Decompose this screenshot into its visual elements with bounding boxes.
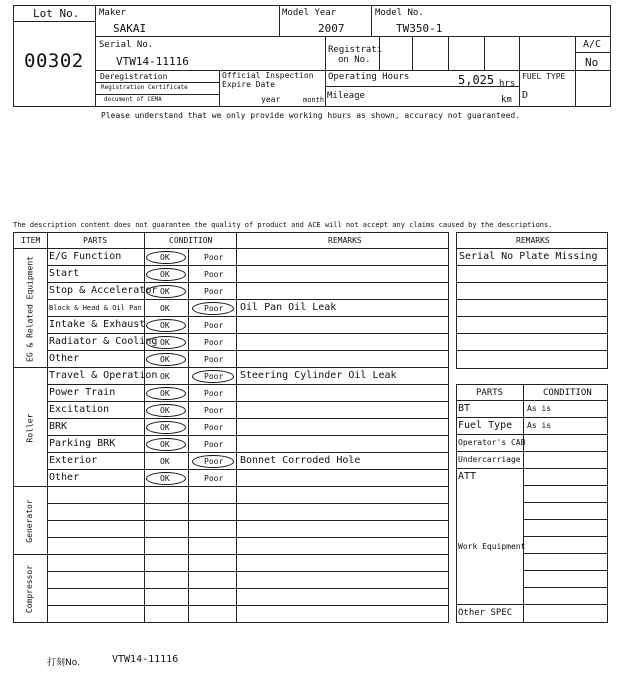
maker-label: Maker (99, 8, 127, 18)
poor-option[interactable]: Poor (204, 372, 224, 381)
ok-option[interactable]: OK (160, 321, 170, 330)
row-line (47, 452, 449, 453)
ok-selected-circle (146, 285, 186, 298)
right-condition-value: As is (527, 404, 552, 413)
poor-option[interactable]: Poor (204, 287, 224, 296)
ok-option[interactable]: OK (160, 253, 170, 262)
poor-option[interactable]: Poor (204, 338, 224, 347)
part-label: Block & Head & Oil Pan (49, 304, 142, 312)
part-label: Other (49, 472, 80, 483)
right-remarks-line (456, 282, 608, 283)
inspection-label-2: Expire Date (222, 80, 275, 89)
group-divider (13, 486, 449, 487)
row-line (47, 418, 449, 419)
row-line (47, 588, 449, 589)
mileage-label: Mileage (327, 91, 365, 101)
poor-option[interactable]: Poor (204, 321, 224, 330)
poor-selected-circle (192, 455, 234, 468)
km-unit: km (501, 95, 512, 105)
ac-value: No (585, 56, 599, 69)
registration-label-2: on No. (338, 55, 371, 65)
right-remarks-line (456, 265, 608, 266)
right-part-label: Fuel Type (458, 420, 513, 431)
serial-label: Serial No. (99, 40, 154, 50)
operating-hours-value: 5,025 (458, 73, 495, 87)
ok-option[interactable]: OK (160, 423, 170, 432)
ok-selected-circle (146, 251, 186, 264)
part-label: Excitation (49, 404, 110, 415)
parts-header: PARTS (83, 236, 108, 245)
right-remarks-line (456, 333, 608, 334)
right-parts-line (456, 468, 608, 469)
ok-selected-circle (146, 268, 186, 281)
row-line (47, 384, 449, 385)
lot-label: Lot No. (33, 7, 80, 20)
ok-option[interactable]: OK (160, 457, 170, 466)
right-part-label: Undercarriage (458, 455, 521, 464)
ok-option[interactable]: OK (160, 287, 170, 296)
right-remark-text: Serial No Plate Missing (459, 251, 598, 262)
model-year-value: 2007 (318, 22, 345, 35)
right-parts-line (456, 434, 608, 435)
registration-label-1: Registrati (328, 45, 383, 55)
other-spec-label: Other SPEC (458, 608, 513, 618)
work-equipment-label: Work Equipment (458, 542, 526, 551)
ok-option[interactable]: OK (160, 440, 170, 449)
right-condition-line (523, 587, 608, 588)
right-condition-line (523, 485, 608, 486)
disclaimer: The description content does not guarantee the quality of product and ACE will not accept any claims caused by the descriptions. (13, 221, 553, 229)
right-condition-line (523, 553, 608, 554)
row-line (47, 265, 449, 266)
part-label: E/G Function (49, 251, 122, 262)
right-remarks-line (456, 299, 608, 300)
group-label-group-roller: Roller (25, 413, 34, 442)
remark-text: Bonnet Corroded Hole (240, 455, 361, 466)
right-condition-line (523, 519, 608, 520)
part-label: Stop & Accelerator (49, 285, 158, 296)
fuel-type-value: D (522, 90, 529, 101)
poor-selected-circle (192, 302, 234, 315)
part-label: Other (49, 353, 80, 364)
month-label: month (303, 96, 325, 104)
ok-selected-circle (146, 336, 186, 349)
deregistration-label: Deregistration (100, 72, 168, 81)
poor-option[interactable]: Poor (204, 270, 224, 279)
year-label: year (261, 95, 281, 104)
poor-option[interactable]: Poor (204, 304, 224, 313)
right-part-label: Operator's CAB (458, 438, 526, 447)
right-remarks-line (456, 350, 608, 351)
row-line (47, 571, 449, 572)
ok-option[interactable]: OK (160, 372, 170, 381)
row-line (47, 537, 449, 538)
stamp-no-value: VTW14-11116 (112, 654, 179, 665)
serial-value: VTW14-11116 (116, 55, 189, 68)
right-condition-line (523, 502, 608, 503)
part-label: Start (49, 268, 80, 279)
row-line (47, 316, 449, 317)
poor-option[interactable]: Poor (204, 406, 224, 415)
part-label: Intake & Exhaust (49, 319, 146, 330)
right-part-label: ATT (458, 471, 477, 482)
part-label: Power Train (49, 387, 116, 398)
remark-text: Steering Cylinder Oil Leak (240, 370, 397, 381)
poor-option[interactable]: Poor (204, 440, 224, 449)
row-line (47, 299, 449, 300)
row-line (47, 282, 449, 283)
row-line (47, 605, 449, 606)
ok-selected-circle (146, 404, 186, 417)
right-condition-line (523, 536, 608, 537)
right-parts-line (456, 451, 608, 452)
item-header: ITEM (21, 236, 41, 245)
row-line (47, 503, 449, 504)
right-parts-line (456, 417, 608, 418)
row-line (47, 333, 449, 334)
right-condition-header: CONDITION (543, 388, 592, 398)
cema-label: document of CEMA (104, 96, 162, 103)
group-label-group-generator: Generator (25, 499, 34, 543)
reg-cert-label: Registration Certificate (101, 84, 188, 91)
model-no-label: Model No. (375, 8, 424, 18)
ok-selected-circle (146, 353, 186, 366)
part-label: Travel & Operation (49, 370, 158, 381)
ok-option[interactable]: OK (160, 355, 170, 364)
ok-selected-circle (146, 319, 186, 332)
ok-option[interactable]: OK (160, 270, 170, 279)
part-label: Exterior (49, 455, 98, 466)
poor-option[interactable]: Poor (204, 389, 224, 398)
part-label: BRK (49, 421, 68, 432)
right-part-label: BT (458, 403, 471, 414)
poor-option[interactable]: Poor (204, 253, 224, 262)
row-line (47, 520, 449, 521)
ok-selected-circle (146, 438, 186, 451)
row-line (47, 401, 449, 402)
row-line (47, 350, 449, 351)
remarks-header: REMARKS (328, 236, 362, 245)
ok-option[interactable]: OK (160, 338, 170, 347)
poor-option[interactable]: Poor (204, 355, 224, 364)
group-label-group-eg: EG & Related Equipment (25, 255, 34, 362)
stamp-no-label: 打刻No. (47, 658, 80, 668)
hours-notice: Please understand that we only provide working hours as shown, accuracy not guaranteed. (101, 111, 521, 120)
group-divider (13, 367, 449, 368)
poor-selected-circle (192, 370, 234, 383)
row-line (47, 469, 449, 470)
group-divider (13, 554, 449, 555)
right-parts-header: PARTS (476, 388, 504, 398)
group-label-group-compressor: Compressor (25, 564, 34, 614)
fuel-type-label: FUEL TYPE (522, 72, 566, 81)
poor-option[interactable]: Poor (204, 423, 224, 432)
remark-text: Oil Pan Oil Leak (240, 302, 337, 313)
ok-option[interactable]: OK (160, 389, 170, 398)
right-remarks-line (456, 316, 608, 317)
poor-option[interactable]: Poor (204, 457, 224, 466)
maker-value: SAKAI (113, 22, 147, 35)
right-condition-value: As is (527, 421, 552, 430)
ok-selected-circle (146, 472, 186, 485)
model-no-value: TW350-1 (396, 22, 443, 35)
part-label: Radiator & Cooling (49, 336, 158, 347)
hrs-unit: hrs (499, 79, 516, 89)
part-label: Parking BRK (49, 438, 116, 449)
poor-option[interactable]: Poor (204, 474, 224, 483)
right-condition-line (523, 604, 608, 605)
ok-selected-circle (146, 421, 186, 434)
right-condition-line (523, 570, 608, 571)
inspection-label-1: Official Inspection (222, 71, 314, 80)
row-line (47, 435, 449, 436)
condition-header: CONDITION (169, 236, 213, 245)
ok-option[interactable]: OK (160, 474, 170, 483)
ac-label: A/C (583, 39, 602, 50)
lot-value: 00302 (24, 50, 84, 72)
right-remarks-header: REMARKS (516, 236, 550, 245)
ok-option[interactable]: OK (160, 304, 170, 313)
ok-selected-circle (146, 387, 186, 400)
model-year-label: Model Year (282, 8, 337, 18)
operating-hours-label: Operating Hours (328, 72, 410, 82)
ok-option[interactable]: OK (160, 406, 170, 415)
